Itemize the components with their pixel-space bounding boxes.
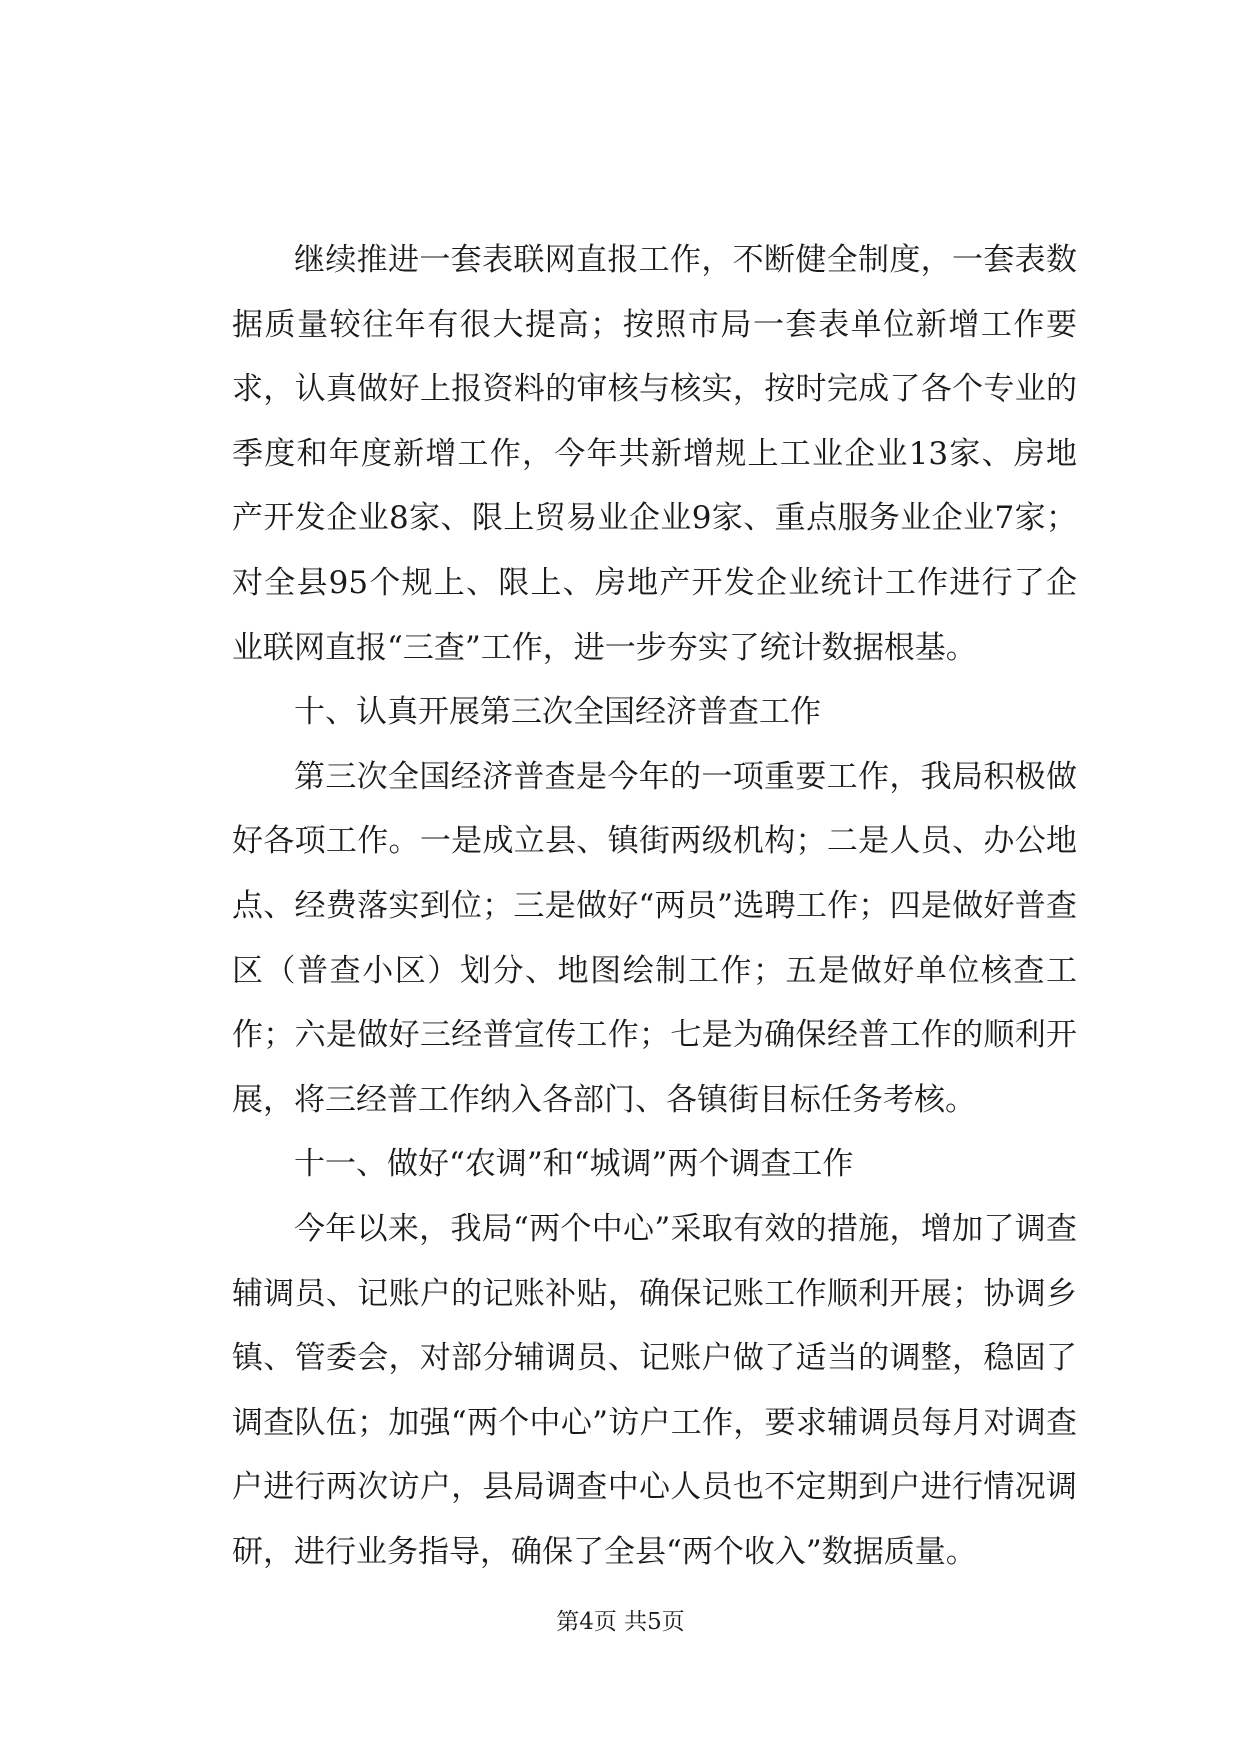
paragraph-economic-census: 第三次全国经济普查是今年的一项重要工作，我局积极做好各项工作。一是成立县、镇街两级机构；二是人员、办公地点、经费落实到位；三是做好“两员”选聘工作；四是做好普查区（普查小区）划分、地图绘制工作；五是做好单位核查工作；六是做好三经普宣传工作；七是为确保经普工作的顺利开展，将三经普工作纳入各部门、各镇街目标任务考核。 — [232, 758, 1077, 1118]
document-body — [232, 228, 1077, 1584]
paragraph-online-reporting: 继续推进一套表联网直报工作，不断健全制度，一套表数据质量较往年有很大提高；按照市局一套表单位新增工作要求，认真做好上报资料的审核与核实，按时完成了各个专业的季度和年度新增工作，今年共新增规上工业企业13家、房地产开发企业8家、限上贸易业企业9家、重点服务业企业7家；对全县95个规上、限上、房地产开发企业统计工作进行了企业联网直报“三查”工作，进一步夯实了统计数据根基。 — [232, 242, 1077, 666]
heading-rural-urban-survey: 十一、做好“农调”和“城调”两个调查工作 — [294, 1146, 854, 1183]
heading-economic-census: 十、认真开展第三次全国经济普查工作 — [294, 694, 821, 731]
paragraph-rural-urban-survey: 今年以来，我局“两个中心”采取有效的措施，增加了调查辅调员、记账户的记账补贴，确保记账工作顺利开展；协调乡镇、管委会，对部分辅调员、记账户做了适当的调整，稳固了调查队伍；加强“两个中心”访户工作，要求辅调员每月对调查户进行两次访户，县局调查中心人员也不定期到户进行情况调研，进行业务指导，确保了全县“两个收入”数据质量。 — [232, 1210, 1077, 1570]
page-number-footer: 第4页 共5页 — [556, 1609, 685, 1635]
